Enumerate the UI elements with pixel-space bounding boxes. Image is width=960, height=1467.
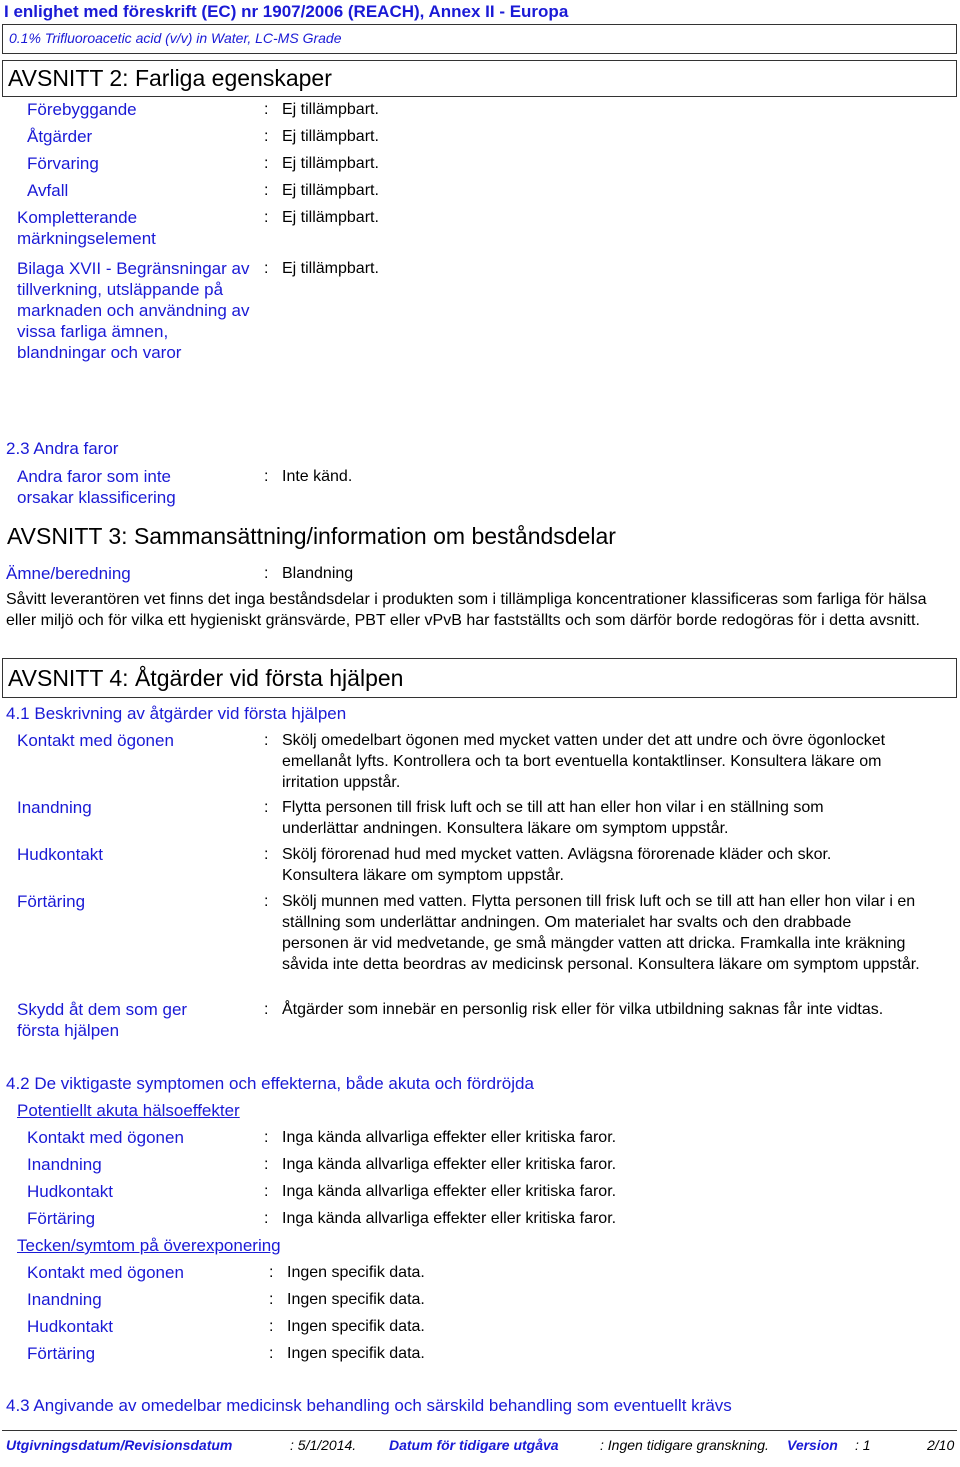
value-inandning: Flytta personen till frisk luft och se till att han eller hon vilar i en ställning som underlättar andningen. Konsultera läkare om symptom uppstår. xyxy=(282,799,824,837)
value-bilaga-xvii: Ej tillämpbart. xyxy=(282,260,379,277)
colon: : xyxy=(264,846,269,863)
label-skydd: Skydd åt dem som ger första hjälpen xyxy=(17,1000,188,1040)
value-andra-faror: Inte känd. xyxy=(282,468,353,485)
label-atgarder: Åtgärder xyxy=(27,127,93,146)
colon: : xyxy=(264,128,269,145)
value-pot-kontakt-ogonen: Inga kända allvarliga effekter eller kritiska faror. xyxy=(282,1129,617,1146)
composition-paragraph: Såvitt leverantören vet finns det inga beståndsdelar i produkten som i tillämpliga koncentrationer klassificeras som farliga för hälsa eller miljö och för vilka ett hygieniskt gränsvärde, PBT eller vPvB har fastställts och som därför borde redogöras för i detta avsnitt. xyxy=(6,591,927,629)
label-kontakt-ogonen: Kontakt med ögonen xyxy=(17,731,174,750)
footer-prev-value: : Ingen tidigare granskning. xyxy=(600,1437,769,1453)
colon: : xyxy=(264,799,269,816)
colon: : xyxy=(264,260,269,277)
value-atgarder: Ej tillämpbart. xyxy=(282,128,379,145)
footer-issue-label: Utgivningsdatum/Revisionsdatum xyxy=(6,1437,233,1453)
colon: : xyxy=(269,1264,274,1281)
potential-effects-heading: Potentiellt akuta hälsoeffekter xyxy=(17,1101,240,1120)
label-pot-kontakt-ogonen: Kontakt med ögonen xyxy=(27,1128,184,1147)
value-amne-beredning: Blandning xyxy=(282,565,354,582)
value-hudkontakt: Skölj förorenad hud med mycket vatten. Avlägsna förorenade kläder och skor. Konsultera läkare om symptom uppstår. xyxy=(282,846,832,884)
colon: : xyxy=(269,1345,274,1362)
colon: : xyxy=(264,1183,269,1200)
section-4-title: AVSNITT 4: Åtgärder vid första hjälpen xyxy=(8,664,404,691)
colon: : xyxy=(269,1291,274,1308)
value-forvaring: Ej tillämpbart. xyxy=(282,155,379,172)
footer-page-number: 2/10 xyxy=(927,1437,955,1453)
value-sign-kontakt-ogonen: Ingen specifik data. xyxy=(287,1264,425,1281)
label-pot-fortaring: Förtäring xyxy=(27,1209,96,1228)
colon: : xyxy=(264,893,269,910)
label-hudkontakt: Hudkontakt xyxy=(17,845,103,864)
label-fortaring: Förtäring xyxy=(17,892,86,911)
label-kompletterande: Kompletterande märkningselement xyxy=(17,208,156,248)
section-2-heading xyxy=(2,60,957,97)
label-bilaga-xvii: Bilaga XVII - Begränsningar av tillverkning, utsläppande på marknaden och användning av vissa farliga ämnen, blandningar och varor xyxy=(17,259,250,362)
value-pot-fortaring: Inga kända allvarliga effekter eller kritiska faror. xyxy=(282,1210,617,1227)
value-pot-hudkontakt: Inga kända allvarliga effekter eller kritiska faror. xyxy=(282,1183,617,1200)
section-4-heading xyxy=(2,658,957,698)
value-sign-inandning: Ingen specifik data. xyxy=(287,1291,425,1308)
label-pot-inandning: Inandning xyxy=(27,1155,102,1174)
footer-version-value: : 1 xyxy=(855,1437,871,1453)
section-3-heading xyxy=(2,517,957,555)
value-sign-hudkontakt: Ingen specifik data. xyxy=(287,1318,425,1335)
colon: : xyxy=(269,1318,274,1335)
value-kompletterande: Ej tillämpbart. xyxy=(282,209,379,226)
label-amne-beredning: Ämne/beredning xyxy=(6,564,131,583)
subheading-2-3: 2.3 Andra faror xyxy=(6,439,119,458)
value-sign-fortaring: Ingen specifik data. xyxy=(287,1345,425,1362)
label-sign-inandning: Inandning xyxy=(27,1290,102,1309)
label-andra-faror: Andra faror som inte orsakar klassificering xyxy=(17,467,176,507)
value-forebyggande: Ej tillämpbart. xyxy=(282,101,379,118)
colon: : xyxy=(264,101,269,118)
value-fortaring: Skölj munnen med vatten. Flytta personen till frisk luft och se till att han eller hon vilar i en ställning som underlättar andningen. Om materialet har svalts och den drabbade personen är vid medvetande, ge små mängder vatten att dricka. Framkalla inte kräkning såvida inte detta beordras av medicinsk personal. Konsultera läkare om symptom uppstår. xyxy=(282,893,920,973)
value-pot-inandning: Inga kända allvarliga effekter eller kritiska faror. xyxy=(282,1156,617,1173)
label-sign-kontakt-ogonen: Kontakt med ögonen xyxy=(27,1263,184,1282)
label-pot-hudkontakt: Hudkontakt xyxy=(27,1182,113,1201)
colon: : xyxy=(264,1156,269,1173)
subheading-4-2: 4.2 De viktigaste symptomen och effekterna, både akuta och fördröjda xyxy=(6,1074,534,1093)
label-forvaring: Förvaring xyxy=(27,154,99,173)
section-2-title: AVSNITT 2: Farliga egenskaper xyxy=(8,65,332,91)
section-3-title: AVSNITT 3: Sammansättning/information om beståndsdelar xyxy=(7,522,616,549)
colon: : xyxy=(264,468,269,485)
product-name-box xyxy=(2,24,957,54)
colon: : xyxy=(264,565,269,582)
value-skydd: Åtgärder som innebär en personlig risk eller för vilka utbildning saknas får inte vidtas. xyxy=(282,1001,884,1018)
label-avfall: Avfall xyxy=(27,181,69,200)
footer-issue-value: : 5/1/2014. xyxy=(290,1437,357,1453)
colon: : xyxy=(264,209,269,226)
page-footer xyxy=(2,1430,957,1461)
footer-prev-label: Datum för tidigare utgåva xyxy=(389,1437,559,1453)
label-forebyggande: Förebyggande xyxy=(27,100,137,119)
label-sign-fortaring: Förtäring xyxy=(27,1344,96,1363)
product-name: 0.1% Trifluoroacetic acid (v/v) in Water, LC-MS Grade xyxy=(9,30,342,46)
subheading-4-3: 4.3 Angivande av omedelbar medicinsk behandling och särskild behandling som eventuellt krävs xyxy=(6,1396,732,1415)
signs-symptoms-heading: Tecken/symtom på överexponering xyxy=(17,1236,281,1255)
colon: : xyxy=(264,155,269,172)
value-kontakt-ogonen: Skölj omedelbart ögonen med mycket vatten under det att undre och övre ögonlocket emellanåt lyfts. Kontrollera och ta bort eventuella kontaktlinser. Konsultera läkare om irritation uppstår. xyxy=(282,732,886,791)
colon: : xyxy=(264,1210,269,1227)
colon: : xyxy=(264,732,269,749)
colon: : xyxy=(264,1129,269,1146)
label-inandning: Inandning xyxy=(17,798,92,817)
document-title: I enlighet med föreskrift (EC) nr 1907/2006 (REACH), Annex II - Europa xyxy=(4,2,569,21)
colon: : xyxy=(264,1001,269,1018)
label-sign-hudkontakt: Hudkontakt xyxy=(27,1317,113,1336)
subheading-4-1: 4.1 Beskrivning av åtgärder vid första hjälpen xyxy=(6,704,347,723)
value-avfall: Ej tillämpbart. xyxy=(282,182,379,199)
footer-version-label: Version xyxy=(787,1437,838,1453)
colon: : xyxy=(264,182,269,199)
